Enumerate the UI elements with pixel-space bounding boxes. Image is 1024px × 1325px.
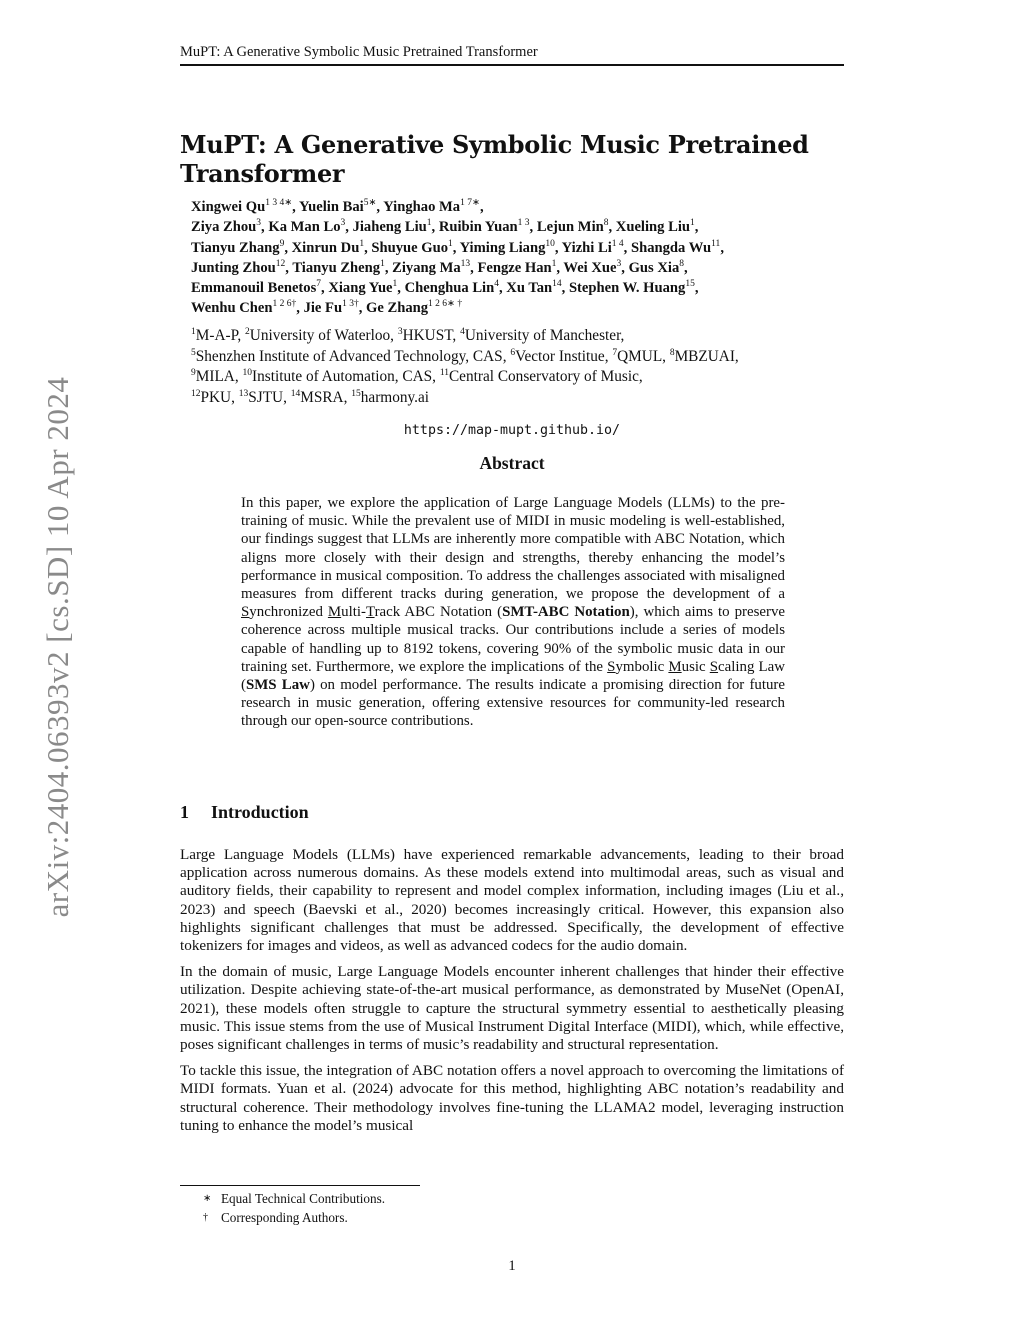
author-line: Emmanouil Benetos$^7$, Xiang Yue$^1$, Chenghua Lin$^4$, Xu Tan$^{14}$, Stephen W. Huang$^{15}$, <box>191 279 699 297</box>
introduction-body <box>180 846 844 1143</box>
author-line: Junting Zhou$^{12}$, Tianyu Zheng$^1$, Ziyang Ma$^{13}$, Fengze Han$^1$, Wei Xue$^3$, Gus Xia$^8$, <box>191 259 688 276</box>
affiliations <box>191 326 851 408</box>
abstract-body: In this paper, we explore the application of Large Language Models (LLMs) to the pre-training of music. While the prevalent use of MIDI in music modeling is well-established, our findings suggest that LLMs are inherently more compatible with ABC Notation, which aligns more closely with their design and strengths, thereby enhancing the model’s performance in musical composition. To address the challenges associated with misaligned measures from different tracks during generation, we propose the development of a Synchronized Multi-Track ABC Notation (SMT-ABC Notation), which aims to preserve coherence across multiple musical tracks. Our contributions include a series of models capable of handling up to 8192 tokens, covering 90% of the symbolic music data in our training set. Furthermore, we explore the implications of the Symbolic Music Scaling Law (SMS Law) on model performance. The results indicate a promising direction for future research in music generation, offering extensive resources for community-led research through our open-source contributions. <box>241 495 786 730</box>
abstract-heading: Abstract <box>479 453 545 473</box>
author: Shangda Wu$^{11}$ <box>630 238 721 256</box>
affiliation: MSRA, <box>300 388 352 406</box>
author: Yiming Liang$^{10}$ <box>459 238 555 256</box>
footnote: † Corresponding Authors. <box>203 1210 348 1225</box>
affiliation: MBZUAI, <box>674 347 739 365</box>
author-line: Tianyu Zhang$^9$, Xinrun Du$^1$, Shuyue Guo$^1$, Yiming Liang$^{10}$, Yizhi $Li^{1 4}$, Shangda Wu$^{11}$, <box>191 238 724 256</box>
author: Chenghua Lin$^4$ <box>404 279 499 297</box>
author: Ziyang Ma$^{13}$ <box>392 259 471 276</box>
page-number: 1 <box>508 1258 516 1274</box>
paragraph: To tackle this issue, the integration of ABC notation offers a novel approach to overcoming the limitations of MIDI formats. Yuan et al. (2024) advocate for this method, highlighting ABC notation’s readability and structural coherence. Their methodology involves fine-tuning the LLAMA2 model, leveraging instruction tuning to enhance the model’s musical <box>180 1062 844 1134</box>
author-line: Ziya Zhou$^3$, Ka Man Lo$^3$, Jiaheng Liu$^1$, Ruibin Yuan$^{1 3}$, Lejun Min$^8$, Xueling Liu$^1$, <box>191 218 699 236</box>
footnotes <box>203 1189 385 1227</box>
author: Yuelin Bai$^{5∗}$ <box>298 198 377 215</box>
author: Tianyu Zheng$^1$ <box>292 259 385 276</box>
affiliation: Central Conservatory of Music, <box>448 368 643 386</box>
running-header: MuPT: A Generative Symbolic Music Pretrained Transformer <box>180 44 538 60</box>
arxiv-stamp <box>26 352 90 942</box>
author: Yizhi $Li^{1 4}$ <box>561 238 624 256</box>
author: Shuyue Guo$^1$ <box>371 238 453 256</box>
author: Wei Xue$^3$ <box>563 259 622 276</box>
affiliation: University of Waterloo, <box>249 327 398 344</box>
section-number: 1 <box>180 802 189 822</box>
author-line: Xingwei $Qu^{1 3 4∗}$, Yuelin Bai$^{5∗}$, Yinghao $Ma^{1 7∗}$, <box>191 198 484 215</box>
author: Stephen W. Huang$^{15}$ <box>568 279 695 297</box>
paragraph: In the domain of music, Large Language Models encounter inherent challenges that hinder their effective utilization. Despite achieving state-of-the-art musical performance, as demonstrated by MuseNet (OpenAI, 2021), these models often struggle to capture the structural symmetry essential to aesthetically pleasing music. This issue stems from the use of Musical Instrument Digital Interface (MIDI), which, while effective, poses significant challenges in terms of music’s readability and structural representation. <box>180 963 844 1054</box>
author: Gus Xia$^8$ <box>628 259 685 276</box>
author: Ruibin Yuan$^{1 3}$ <box>438 218 530 236</box>
affiliation: HKUST, <box>402 327 461 344</box>
author: Xu Tan$^{14}$ <box>506 279 562 297</box>
author: Lejun Min$^8$ <box>536 218 609 236</box>
author-line: Wenhu Chen$^{1 2 6\dagger}$, Jie $Fu^{1 3\dagger}$, Ge Zhang$^{1 2 6∗ \dagger}$ <box>191 299 463 317</box>
author: Xiang Yue$^1$ <box>328 279 398 297</box>
affiliation-line: $^9$MILA, $^{10}$Institute of Automation, CAS, $^{11}$Central Conservatory of Music, <box>191 368 643 386</box>
author: Xingwei $Qu^{1 3 4∗}$ <box>191 198 293 215</box>
arxiv-id: arXiv:2404.06393v2 [cs.SD] 10 Apr 2024 <box>40 376 75 918</box>
author: Jie $Fu^{1 3\dagger}$ <box>303 299 359 317</box>
author: Ge Zhang$^{1 2 6∗ \dagger}$ <box>366 299 463 317</box>
author: Xinrun Du$^1$ <box>291 238 365 256</box>
affiliation: Shenzhen Institute of Advanced Technology, CAS, <box>195 347 511 365</box>
affiliation: PKU, <box>200 388 239 406</box>
affiliation: Institute of Automation, CAS, <box>252 368 440 386</box>
affiliation: MILA, <box>195 368 243 386</box>
section-heading-introduction <box>180 802 309 823</box>
author: Xueling Liu$^1$ <box>615 218 695 236</box>
paragraph: Large Language Models (LLMs) have experienced remarkable advancements, leading to their broad application across numerous domains. As these models extend into multimodal areas, such as visual and auditory fields, their capability to represent and model complex information, including images (Liu et al., 2023) and speech (Baevski et al., 2020) becomes increasingly critical. However, this expansion also highlights significant challenges that must be addressed. Specifically, the development of effective tokenizers for images and videos, as well as advanced codecs for the audio domain. <box>180 846 844 955</box>
author: Jiaheng Liu$^1$ <box>352 218 432 236</box>
author: Emmanouil Benetos$^7$ <box>191 279 322 297</box>
affiliation: harmony.ai <box>360 388 430 406</box>
section-title: Introduction <box>211 802 309 822</box>
affiliation: Vector Institue, <box>515 347 613 365</box>
author: Wenhu Chen$^{1 2 6\dagger}$ <box>191 299 297 317</box>
affiliation: M-A-P, <box>195 327 246 344</box>
author: Ziya Zhou$^3$ <box>191 218 262 236</box>
author-list <box>191 197 851 319</box>
affiliation-line: $^5$Shenzhen Institute of Advanced Technology, CAS, $^6$Vector Institue, $^7$QMUL, $^8$MBZUAI, <box>191 347 739 365</box>
affiliation: University of Manchester, <box>464 327 625 344</box>
affiliation: SJTU, <box>248 388 291 406</box>
author: Ka Man Lo$^3$ <box>268 218 346 236</box>
affiliation-line: $^{12}$PKU, $^{13}$SJTU, $^{14}$MSRA, $^{15}$harmony.ai <box>191 388 430 406</box>
project-url[interactable]: https://map-mupt.github.io/ <box>403 423 621 438</box>
footnote-rule <box>180 1185 420 1186</box>
author: Junting Zhou$^{12}$ <box>191 259 286 276</box>
paper-title: MuPT: A Generative Symbolic Music Pretrained Transformer <box>180 130 809 188</box>
author: Yinghao $Ma^{1 7∗}$ <box>383 198 480 215</box>
affiliation: QMUL, <box>617 347 670 365</box>
author: Tianyu Zhang$^9$ <box>191 238 285 256</box>
affiliation-line: $^1$M-A-P, $^2$University of Waterloo, $^3$HKUST, $^4$University of Manchester, <box>191 326 625 344</box>
footnote: ∗ Equal Technical Contributions. <box>203 1191 386 1206</box>
header-rule <box>180 64 844 66</box>
author: Fengze Han$^1$ <box>477 259 557 276</box>
